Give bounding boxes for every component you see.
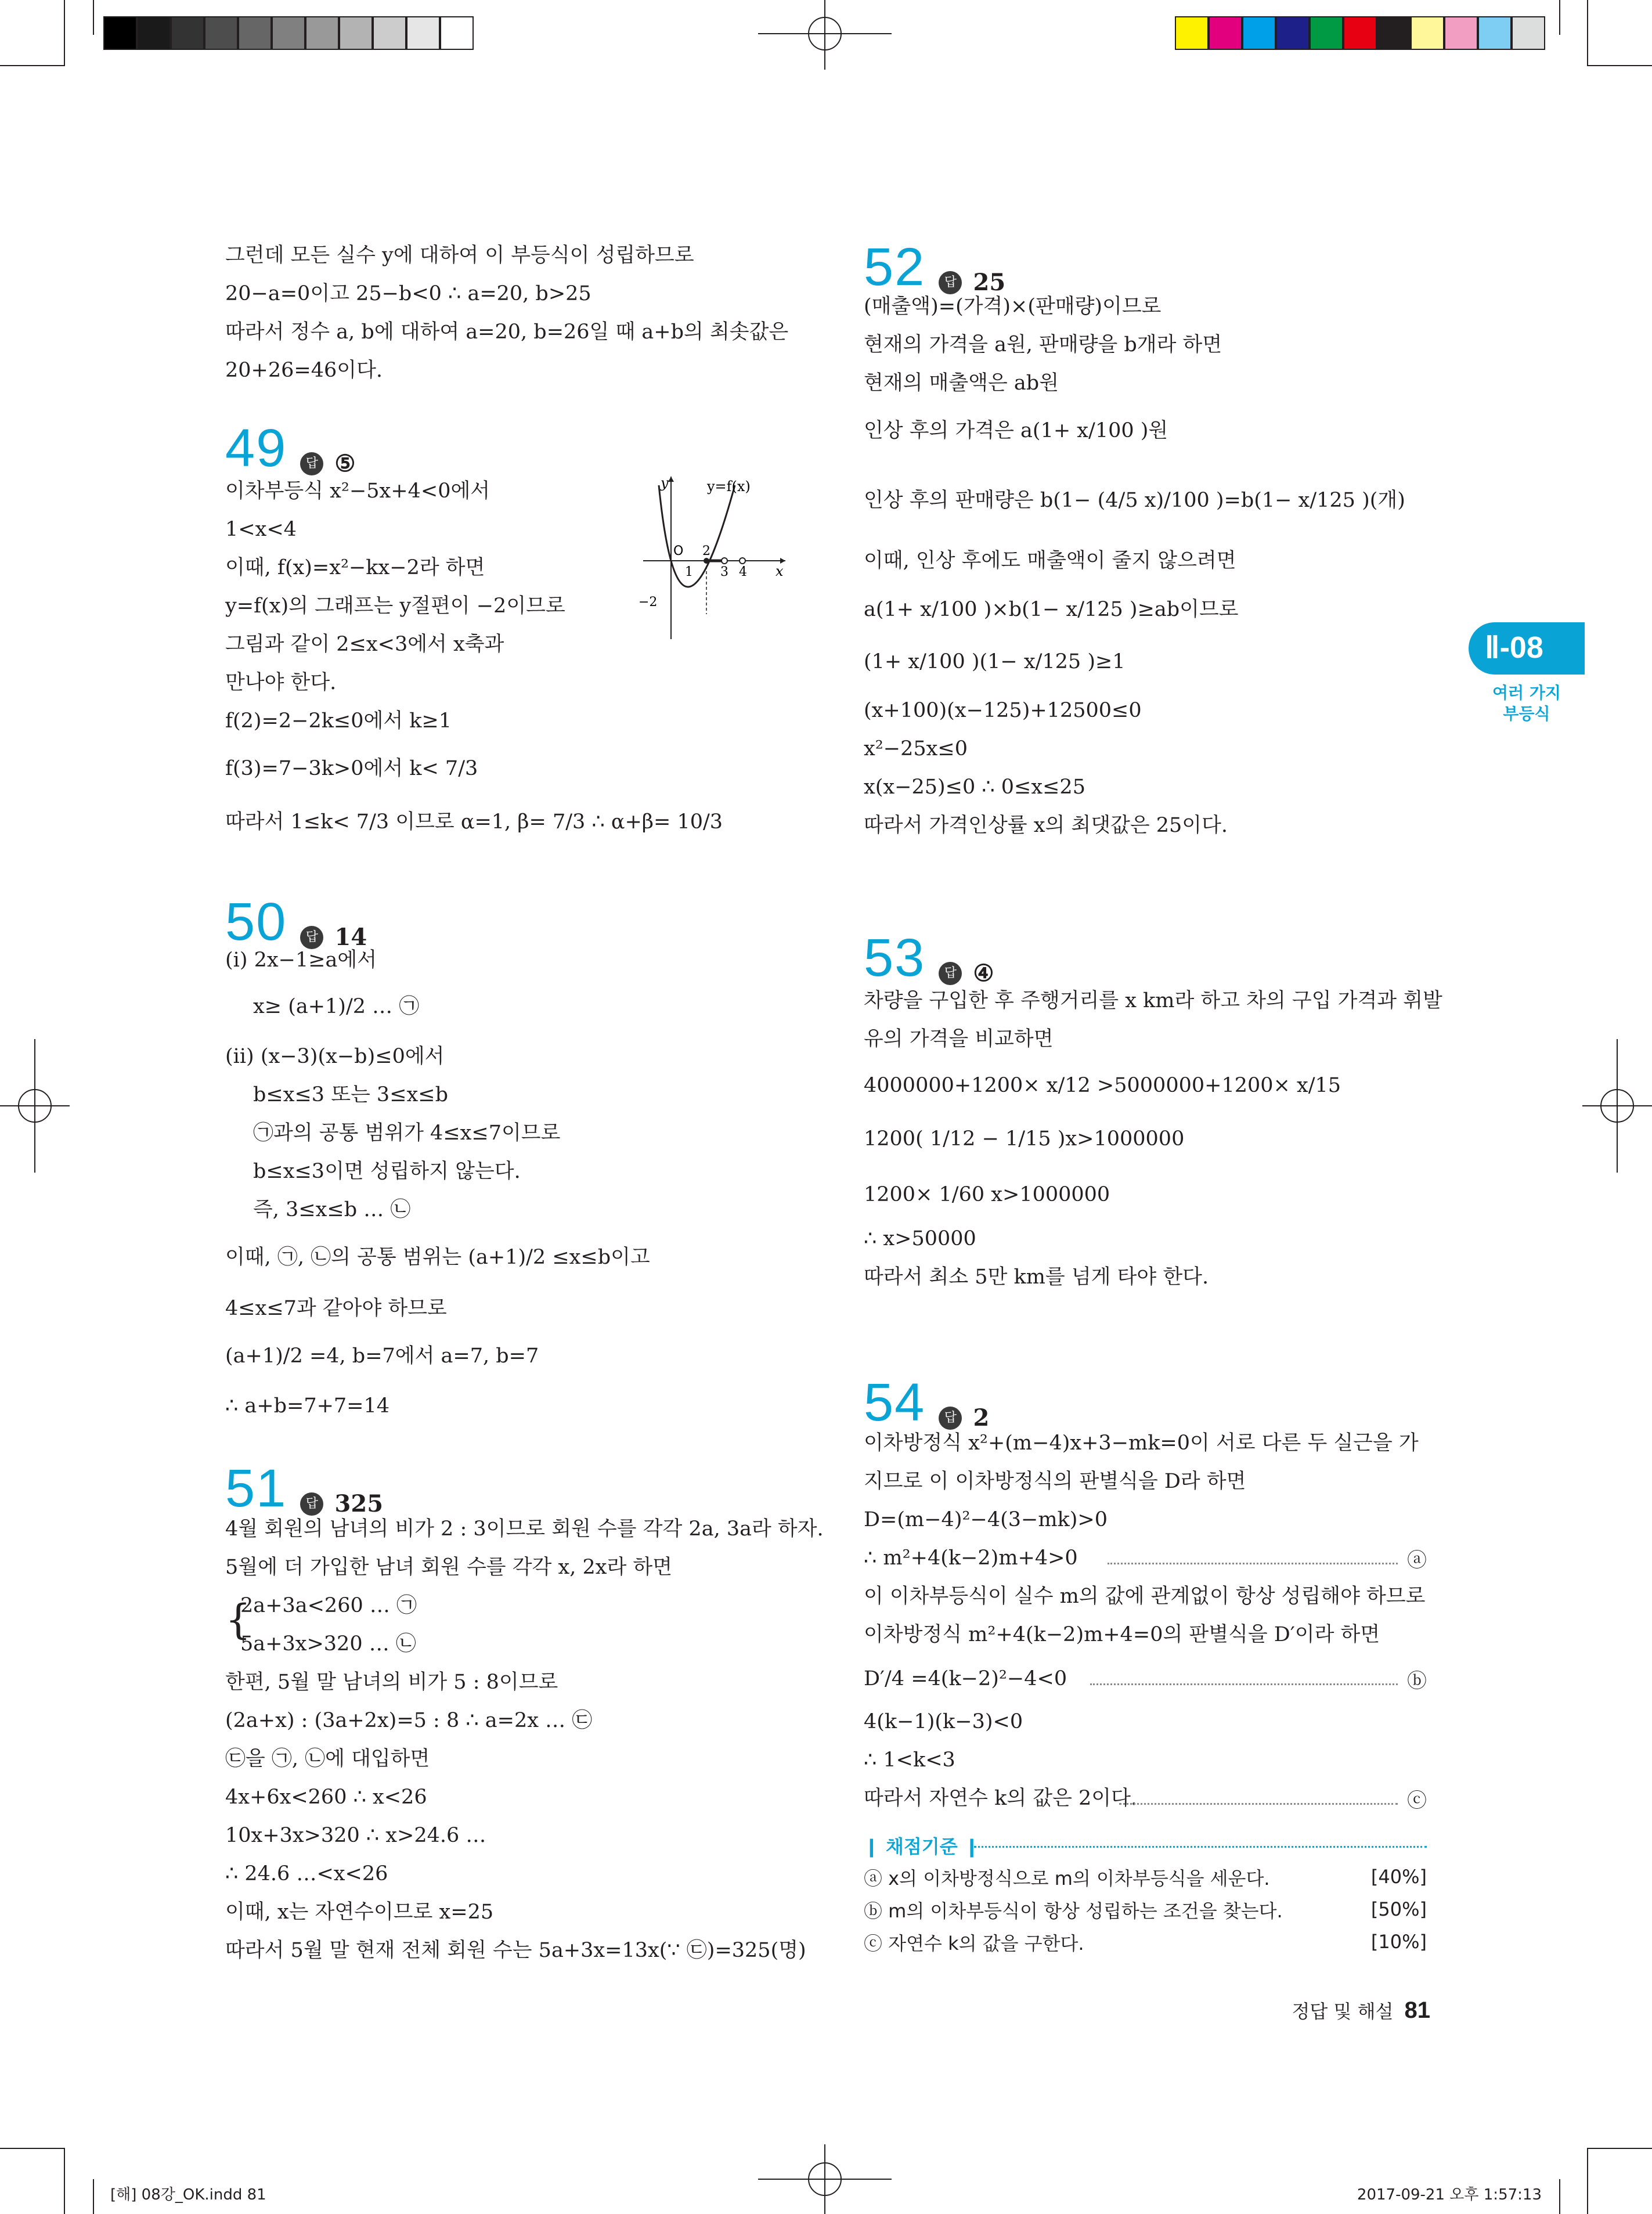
slug-right: 2017-09-21 오후 1:57:13 bbox=[1357, 2186, 1542, 2204]
problem-header bbox=[225, 1459, 384, 1518]
registration-target-left bbox=[0, 1039, 70, 1173]
problem-header bbox=[864, 1373, 990, 1432]
criteria-title: ❙ 채점기준 ❙ bbox=[864, 1836, 980, 1858]
text-line: 1<x<4 bbox=[225, 518, 297, 541]
answer-badge: 답 bbox=[300, 452, 323, 475]
text-line: b≤x≤3 또는 3≤x≤b bbox=[253, 1083, 448, 1106]
text-line: 따라서 자연수 k의 값은 2이다. bbox=[864, 1787, 1138, 1810]
answer-badge: 답 bbox=[939, 962, 962, 985]
criteria-percent: [40%] bbox=[1370, 1866, 1427, 1888]
gray-swatch bbox=[440, 16, 474, 50]
criteria-percent: [50%] bbox=[1370, 1898, 1427, 1920]
text-line: x²−25x≤0 bbox=[864, 737, 968, 760]
gray-swatch bbox=[137, 16, 171, 50]
dotted-leader bbox=[1119, 1803, 1398, 1805]
text-line: 유의 가격을 비교하면 bbox=[864, 1027, 1054, 1051]
text-line: x(x−25)≤0 ∴ 0≤x≤25 bbox=[864, 776, 1085, 799]
answer-value: ④ bbox=[973, 960, 994, 987]
criteria-row bbox=[864, 1931, 1427, 1956]
text-line: 4000000+1200× x/12 >5000000+1200× x/15 bbox=[864, 1074, 1341, 1097]
page-footer bbox=[1292, 1997, 1431, 2024]
text-line: 이때, ㉠, ㉡의 공통 범위는 (a+1)/2 ≤x≤b이고 bbox=[225, 1246, 650, 1269]
text-line: (a+1)/2 =4, b=7에서 a=7, b=7 bbox=[225, 1344, 539, 1368]
step-mark: ⓐ bbox=[1407, 1549, 1427, 1572]
text-line: 20+26=46이다. bbox=[225, 359, 383, 382]
problem-53 bbox=[864, 928, 1444, 1303]
color-swatch bbox=[1242, 16, 1276, 50]
text-line: 이때, 인상 후에도 매출액이 줄지 않으려면 bbox=[864, 549, 1236, 572]
criteria-percent: [10%] bbox=[1370, 1931, 1427, 1953]
gray-swatch bbox=[171, 16, 204, 50]
dotted-leader bbox=[1090, 1683, 1398, 1685]
origin-label: O bbox=[673, 544, 684, 558]
text-line: ∴ x>50000 bbox=[864, 1227, 976, 1250]
registration-target-right bbox=[1582, 1039, 1652, 1173]
text-line: 20−a=0이고 25−b<0 ∴ a=20, b>25 bbox=[225, 282, 591, 305]
registration-target-bottom bbox=[758, 2144, 892, 2214]
gray-swatch bbox=[339, 16, 373, 50]
text-line: 5월에 더 가입한 남녀 회원 수를 각각 x, 2x라 하면 bbox=[225, 1556, 673, 1579]
color-swatch bbox=[1276, 16, 1310, 50]
parabola-graph bbox=[632, 474, 788, 642]
criteria-text: ⓐ x의 이차방정식으로 m의 이차부등식을 세운다. bbox=[864, 1867, 1270, 1890]
slug-left: [해] 08강_OK.indd 81 bbox=[110, 2186, 266, 2204]
criteria-row bbox=[864, 1866, 1427, 1891]
chapter-title: 여러 가지 부등식 bbox=[1492, 683, 1561, 723]
text-line: 5a+3x>320 … ㉡ bbox=[240, 1632, 416, 1656]
color-swatch bbox=[1209, 16, 1242, 50]
text-line: 현재의 가격을 a원, 판매량을 b개라 하면 bbox=[864, 333, 1222, 356]
text-line: 이 이차부등식이 실수 m의 값에 관계없이 항상 성립해야 하므로 bbox=[864, 1585, 1426, 1608]
text-line: 차량을 구입한 후 주행거리를 x km라 하고 차의 구입 가격과 휘발 bbox=[864, 989, 1442, 1012]
text-line: 4월 회원의 남녀의 비가 2 : 3이므로 회원 수를 각각 2a, 3a라 하자. bbox=[225, 1517, 824, 1541]
step-mark: ⓑ bbox=[1407, 1669, 1427, 1693]
text-line: y=f(x)의 그래프는 y절편이 −2이므로 bbox=[225, 594, 565, 618]
answer-value: 325 bbox=[334, 1490, 384, 1517]
color-swatch bbox=[1175, 16, 1209, 50]
gray-swatch bbox=[406, 16, 440, 50]
gray-swatch bbox=[373, 16, 406, 50]
text-line: 10x+3x>320 ∴ x>24.6 … bbox=[225, 1824, 486, 1847]
problem-header bbox=[225, 421, 355, 477]
text-line: 따라서 최소 5만 km를 넘게 타야 한다. bbox=[864, 1265, 1209, 1289]
problem-number: 53 bbox=[864, 928, 926, 987]
text-line: 이차부등식 x²−5x+4<0에서 bbox=[225, 479, 490, 503]
color-swatch bbox=[1411, 16, 1444, 50]
text-line: 즉, 3≤x≤b … ㉡ bbox=[253, 1198, 411, 1221]
chapter-tab bbox=[1469, 622, 1585, 675]
criteria-divider bbox=[974, 1846, 1427, 1848]
text-line: (ⅰ) 2x−1≥a에서 bbox=[225, 949, 377, 972]
text-line: (2a+x) : (3a+2x)=5 : 8 ∴ a=2x … ㉢ bbox=[225, 1709, 593, 1732]
step-mark: ⓒ bbox=[1407, 1789, 1427, 1812]
problem-header bbox=[225, 892, 367, 951]
text-line: 따라서 1≤k< 7/3 이므로 α=1, β= 7/3 ∴ α+β= 10/3 bbox=[225, 810, 723, 834]
text-line: 따라서 정수 a, b에 대하여 a=20, b=26일 때 a+b의 최솟값은 bbox=[225, 320, 789, 344]
text-line: D′/4 =4(k−2)²−4<0 bbox=[864, 1667, 1067, 1690]
text-line: 인상 후의 가격은 a(1+ x/100 )원 bbox=[864, 419, 1168, 442]
chapter-number: Ⅱ-08 bbox=[1485, 631, 1543, 665]
text-line: ∴ m²+4(k−2)m+4>0 bbox=[864, 1546, 1078, 1570]
text-line: ∴ a+b=7+7=14 bbox=[225, 1394, 390, 1418]
text-line: 지므로 이 이차방정식의 판별식을 D라 하면 bbox=[864, 1470, 1246, 1493]
tick-label: 4 bbox=[739, 565, 747, 579]
tick-label: −2 bbox=[639, 595, 658, 610]
text-line: 이차방정식 x²+(m−4)x+3−mk=0이 서로 다른 두 실근을 가 bbox=[864, 1431, 1419, 1455]
text-line: x≥ (a+1)/2 … ㉠ bbox=[253, 995, 420, 1018]
text-line: (ⅱ) (x−3)(x−b)≤0에서 bbox=[225, 1045, 445, 1068]
tick-label: 3 bbox=[720, 565, 728, 579]
answer-badge: 답 bbox=[300, 1492, 323, 1516]
gray-swatch bbox=[238, 16, 272, 50]
problem-number: 52 bbox=[864, 237, 926, 297]
problem-header bbox=[864, 237, 1006, 297]
criteria-text: ⓒ 자연수 k의 값을 구한다. bbox=[864, 1932, 1084, 1955]
text-line: 2a+3a<260 … ㉠ bbox=[240, 1594, 417, 1617]
text-line: 1200( 1/12 − 1/15 )x>1000000 bbox=[864, 1127, 1185, 1151]
text-line: 4x+6x<260 ∴ x<26 bbox=[225, 1786, 427, 1809]
text-line: (매출액)=(가격)×(판매량)이므로 bbox=[864, 295, 1162, 318]
problem-header bbox=[864, 928, 994, 987]
text-line: f(3)=7−3k>0에서 k< 7/3 bbox=[225, 757, 478, 780]
text-line: 그런데 모든 실수 y에 대하여 이 부등식이 성립하므로 bbox=[225, 244, 694, 267]
tick-label: 1 bbox=[685, 565, 693, 579]
text-line: 만나야 한다. bbox=[225, 671, 337, 694]
problem-number: 50 bbox=[225, 892, 287, 951]
criteria-header bbox=[864, 1832, 1427, 1858]
text-line: 4(k−1)(k−3)<0 bbox=[864, 1710, 1023, 1733]
problem-number: 49 bbox=[225, 419, 287, 478]
problem-number: 54 bbox=[864, 1373, 926, 1432]
text-line: (1+ x/100 )(1− x/125 )≥1 bbox=[864, 650, 1126, 673]
answer-badge: 답 bbox=[939, 1407, 962, 1430]
text-line: 인상 후의 판매량은 b(1− (4/5 x)/100 )=b(1− x/125 )(개) bbox=[864, 489, 1405, 512]
text-line: f(2)=2−2k≤0에서 k≥1 bbox=[225, 709, 452, 733]
text-line: 이때, x는 자연수이므로 x=25 bbox=[225, 1901, 494, 1924]
text-line: 현재의 매출액은 ab원 bbox=[864, 372, 1059, 395]
answer-value: 14 bbox=[334, 924, 367, 951]
color-swatch bbox=[1512, 16, 1545, 50]
answer-value: 25 bbox=[973, 269, 1006, 296]
text-line: 한편, 5월 말 남녀의 비가 5 : 8이므로 bbox=[225, 1671, 558, 1694]
problem-49 bbox=[225, 421, 806, 874]
color-swatch bbox=[1343, 16, 1377, 50]
problem-number: 51 bbox=[225, 1459, 287, 1518]
answer-badge: 답 bbox=[300, 926, 323, 949]
text-line: D=(m−4)²−4(3−mk)>0 bbox=[864, 1508, 1108, 1531]
text-line: b≤x≤3이면 성립하지 않는다. bbox=[253, 1160, 521, 1183]
text-line: 4≤x≤7과 같아야 하므로 bbox=[225, 1297, 447, 1320]
text-line: 그림과 같이 2≤x<3에서 x축과 bbox=[225, 633, 504, 656]
registration-target-top bbox=[758, 0, 892, 70]
text-line: 따라서 5월 말 현재 전체 회원 수는 5a+3x=13x(∵ ㉢)=325(명) bbox=[225, 1939, 806, 1962]
gray-swatch bbox=[103, 16, 137, 50]
text-line: 이때, f(x)=x²−kx−2라 하면 bbox=[225, 556, 485, 579]
color-swatch bbox=[1377, 16, 1411, 50]
criteria-row bbox=[864, 1898, 1427, 1924]
text-line: 1200× 1/60 x>1000000 bbox=[864, 1183, 1110, 1206]
problem-51 bbox=[225, 1459, 824, 1973]
curve-label: y=f(x) bbox=[707, 478, 751, 495]
color-swatch bbox=[1444, 16, 1478, 50]
color-swatch bbox=[1310, 16, 1343, 50]
problem-54 bbox=[864, 1373, 1427, 1968]
answer-badge: 답 bbox=[939, 271, 962, 294]
answer-value: ⑤ bbox=[334, 450, 356, 477]
problem-50 bbox=[225, 892, 806, 1435]
intro-block bbox=[225, 243, 806, 394]
footer-label: 정답 및 해설 bbox=[1292, 2000, 1394, 2022]
text-line: a(1+ x/100 )×b(1− x/125 )≥ab이므로 bbox=[864, 598, 1239, 621]
tick-label: 2 bbox=[702, 544, 710, 558]
gray-swatch bbox=[305, 16, 339, 50]
text-line: (x+100)(x−125)+12500≤0 bbox=[864, 699, 1142, 722]
system-brace: { bbox=[225, 1596, 251, 1643]
page-number: 81 bbox=[1404, 1997, 1430, 2023]
text-line: 따라서 가격인상률 x의 최댓값은 25이다. bbox=[864, 814, 1228, 837]
y-axis-label: y bbox=[661, 475, 669, 491]
problem-52 bbox=[864, 237, 1444, 856]
text-line: ㉠과의 공통 범위가 4≤x≤7이므로 bbox=[253, 1122, 561, 1145]
dotted-leader bbox=[1108, 1563, 1398, 1564]
color-swatch bbox=[1478, 16, 1512, 50]
gray-swatch bbox=[204, 16, 238, 50]
answer-value: 2 bbox=[973, 1404, 990, 1431]
text-line: ∴ 24.6 …<x<26 bbox=[225, 1862, 388, 1885]
text-line: ∴ 1<k<3 bbox=[864, 1748, 955, 1772]
gray-swatch bbox=[272, 16, 305, 50]
text-line: 이차방정식 m²+4(k−2)m+4=0의 판별식을 D′이라 하면 bbox=[864, 1623, 1380, 1646]
criteria-text: ⓑ m의 이차부등식이 항상 성립하는 조건을 찾는다. bbox=[864, 1900, 1283, 1922]
text-line: ㉢을 ㉠, ㉡에 대입하면 bbox=[225, 1747, 430, 1771]
x-axis-label: x bbox=[775, 563, 784, 579]
